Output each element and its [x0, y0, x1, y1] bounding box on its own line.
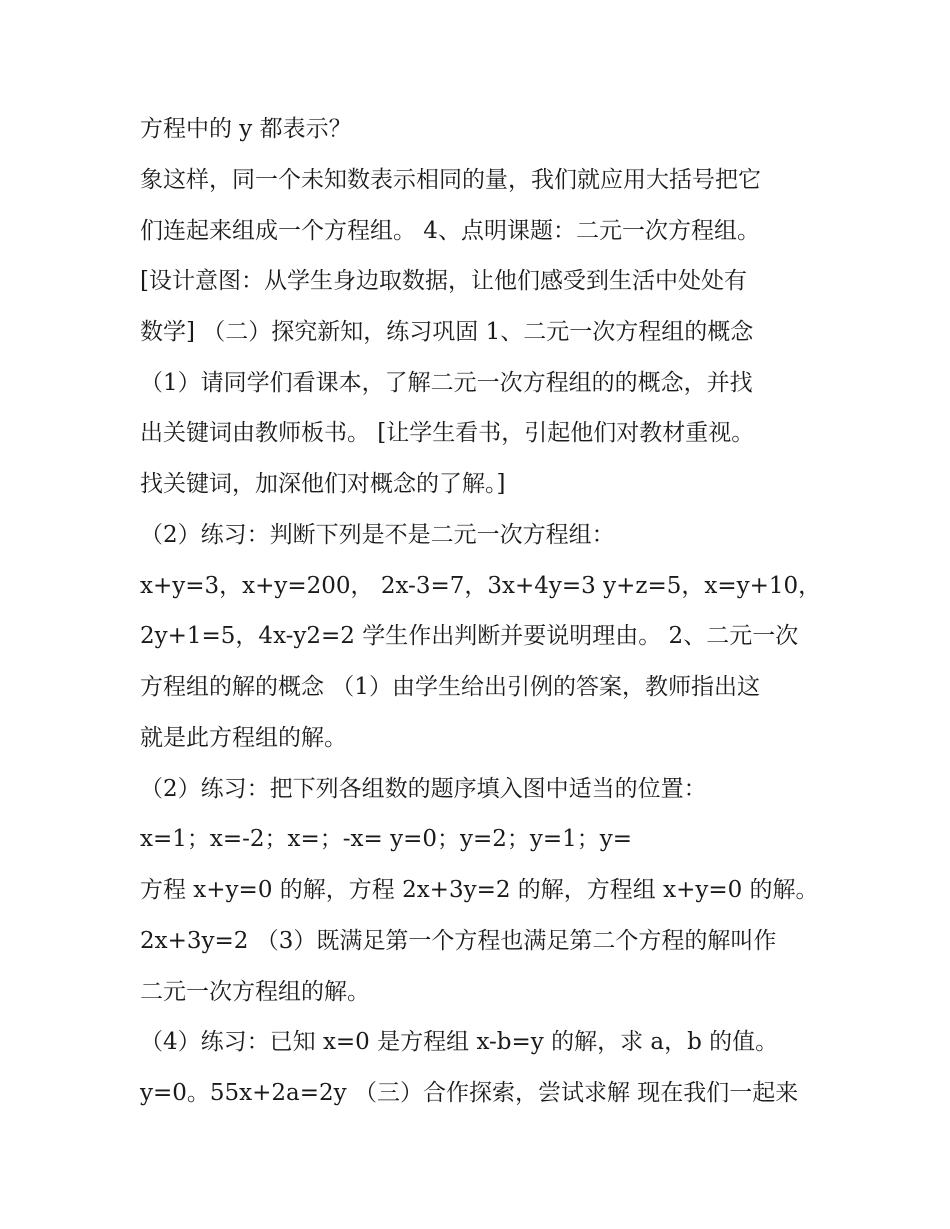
- text-line-14: （2）练习：把下列各组数的题序填入图中适当的位置：: [140, 776, 707, 802]
- text-line-10: x+y=3，x+y=200， 2x-3=7，3x+4y=3 y+z=5，x=y+10，: [140, 573, 822, 599]
- text-line-17: 2x+3y=2 （3）既满足第一个方程也满足第二个方程的解叫作: [140, 928, 777, 954]
- text-line-7: 出关键词由教师板书。 [让学生看书，引起他们对教材重视。: [140, 420, 755, 446]
- text-line-15: x=1；x=-2；x=；-x= y=0；y=2；y=1；y=: [140, 826, 633, 852]
- text-line-1: 方程中的 y 都表示？: [140, 116, 352, 142]
- text-line-3: 们连起来组成一个方程组。 4、点明课题：二元一次方程组。: [140, 218, 760, 244]
- text-line-12: 方程组的解的概念 （1）由学生给出引例的答案，教师指出这: [140, 674, 760, 700]
- text-line-18: 二元一次方程组的解。: [140, 979, 370, 1005]
- text-line-2: 象这样，同一个未知数表示相同的量，我们就应用大括号把它: [140, 167, 761, 193]
- text-line-4: [设计意图：从学生身边取数据，让他们感受到生活中处处有: [140, 268, 747, 294]
- text-line-16: 方程 x+y=0 的解，方程 2x+3y=2 的解，方程组 x+y=0 的解。: [140, 877, 819, 903]
- text-line-20: y=0。55x+2a=2y （三）合作探索，尝试求解 现在我们一起来: [140, 1080, 799, 1106]
- text-line-5: 数学] （二）探究新知，练习巩固 1、二元一次方程组的概念: [140, 319, 754, 345]
- text-line-11: 2y+1=5，4x-y2=2 学生作出判断并要说明理由。 2、二元一次: [140, 623, 799, 649]
- text-line-19: （4）练习：已知 x=0 是方程组 x-b=y 的解，求 a，b 的值。: [140, 1029, 779, 1055]
- text-line-8: 找关键词，加深他们对概念的了解。]: [140, 471, 506, 497]
- text-line-9: （2）练习：判断下列是不是二元一次方程组：: [140, 522, 615, 548]
- text-line-13: 就是此方程组的解。: [140, 725, 347, 751]
- text-line-6: （1）请同学们看课本，了解二元一次方程组的的概念，并找: [140, 370, 753, 396]
